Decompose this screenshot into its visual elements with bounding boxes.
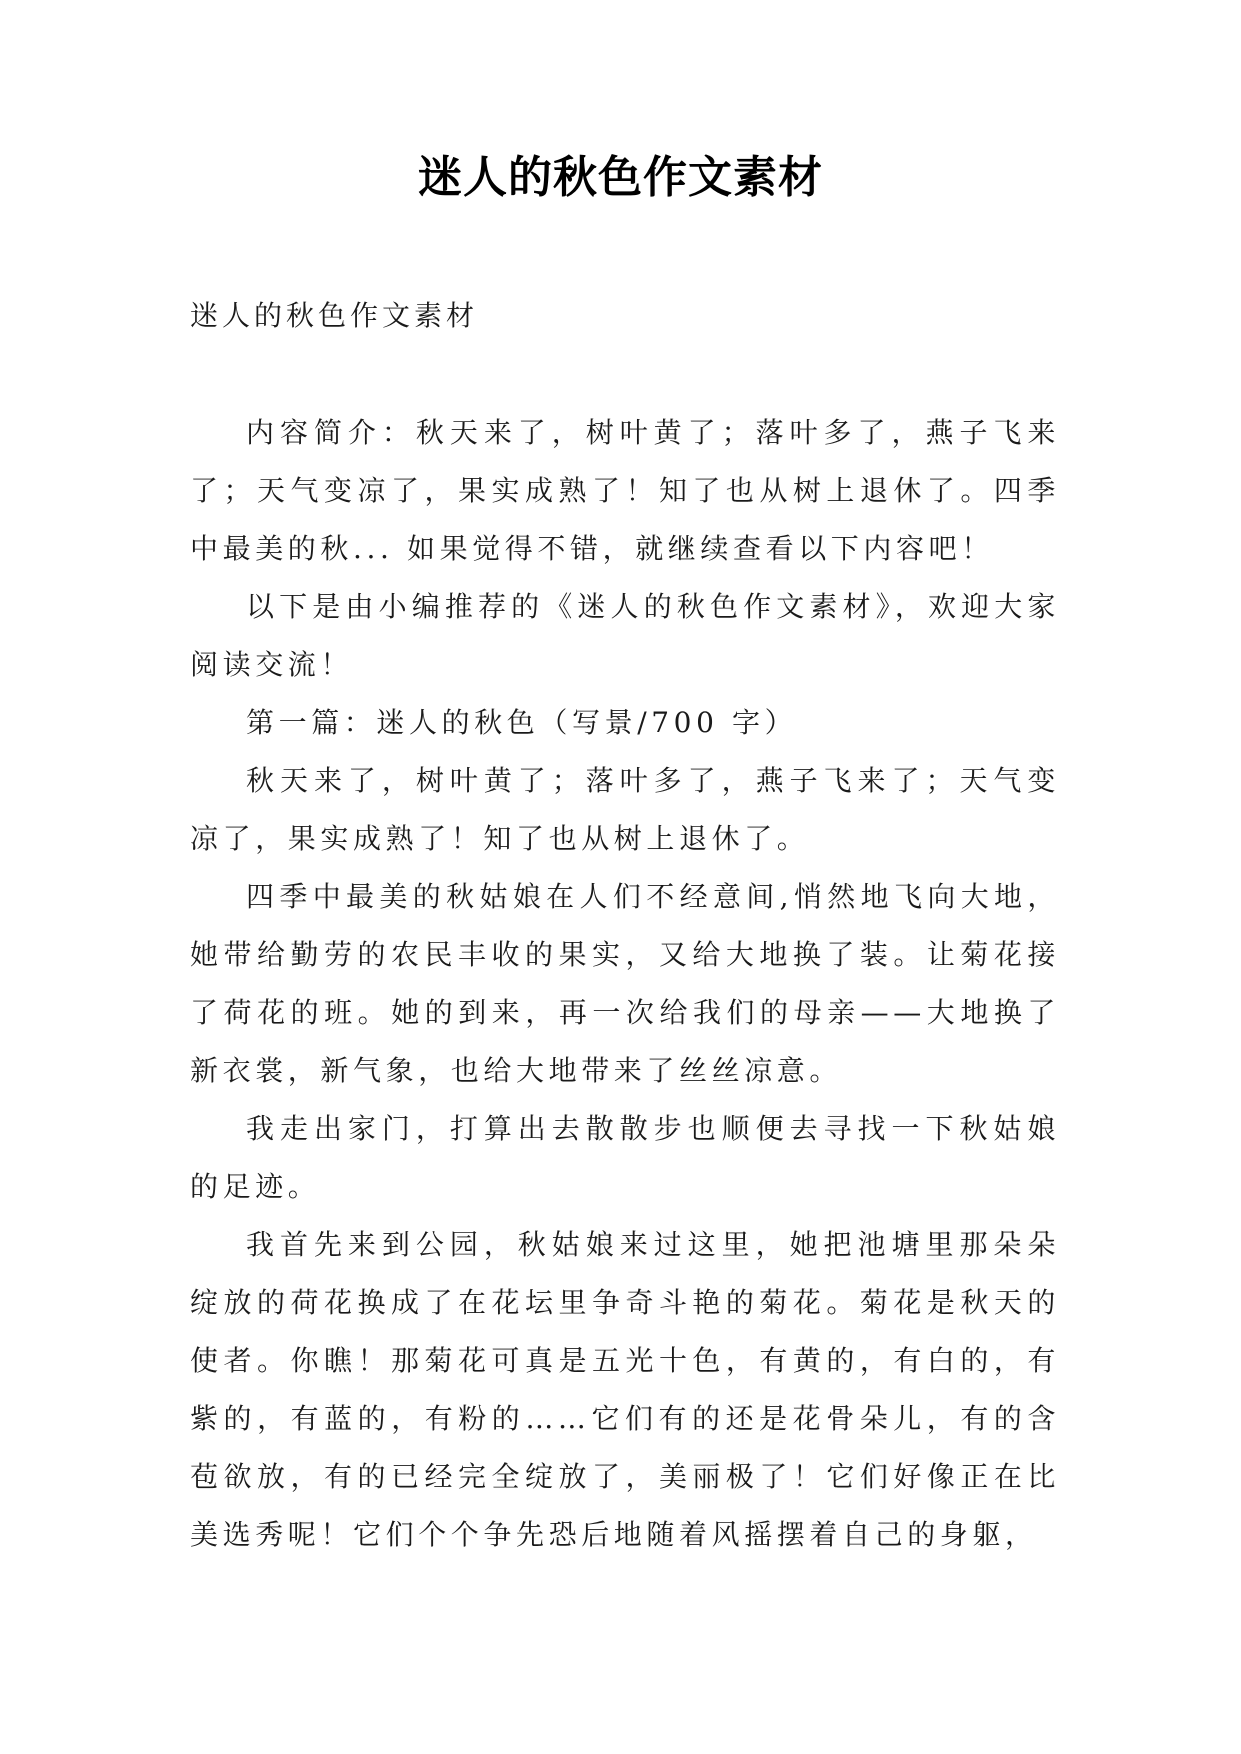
document-subtitle: 迷人的秋色作文素材 bbox=[190, 299, 479, 332]
paragraph: 我走出家门，打算出去散散步也顺便去寻找一下秋姑娘的足迹。 bbox=[190, 1112, 1060, 1203]
paragraph-chapter-heading: 第一篇：迷人的秋色（写景/700 字） bbox=[246, 706, 798, 739]
paragraph: 我首先来到公园，秋姑娘来过这里，她把池塘里那朵朵绽放的荷花换成了在花坛里争奇斗艳的菊花。菊花是秋天的使者。你瞧！那菊花可真是五光十色，有黄的，有白的，有紫的，有蓝的，有粉的……它们有的还是花骨朵儿，有的含苞欲放，有的已经完全绽放了，美丽极了！它们好像正在比美选秀呢！它们个个争先恐后地随着风摇摆着自己的身躯， bbox=[190, 1228, 1060, 1551]
paragraph-recommendation: 以下是由小编推荐的《迷人的秋色作文素材》，欢迎大家阅读交流！ bbox=[190, 590, 1060, 681]
paragraph-intro: 内容简介：秋天来了，树叶黄了；落叶多了，燕子飞来了；天气变凉了，果实成熟了！知了也从树上退休了。四季中最美的秋... 如果觉得不错，就继续查看以下内容吧！ bbox=[190, 416, 1060, 565]
paragraph: 秋天来了，树叶黄了；落叶多了，燕子飞来了；天气变凉了，果实成熟了！知了也从树上退休了。 bbox=[190, 764, 1060, 855]
paragraph: 四季中最美的秋姑娘在人们不经意间,悄然地飞向大地，她带给勤劳的农民丰收的果实，又给大地换了装。让菊花接了荷花的班。她的到来，再一次给我们的母亲——大地换了新衣裳，新气象，也给大地带来了丝丝凉意。 bbox=[190, 880, 1060, 1087]
document-title: 迷人的秋色作文素材 bbox=[418, 152, 823, 203]
document-body bbox=[190, 404, 1060, 1564]
